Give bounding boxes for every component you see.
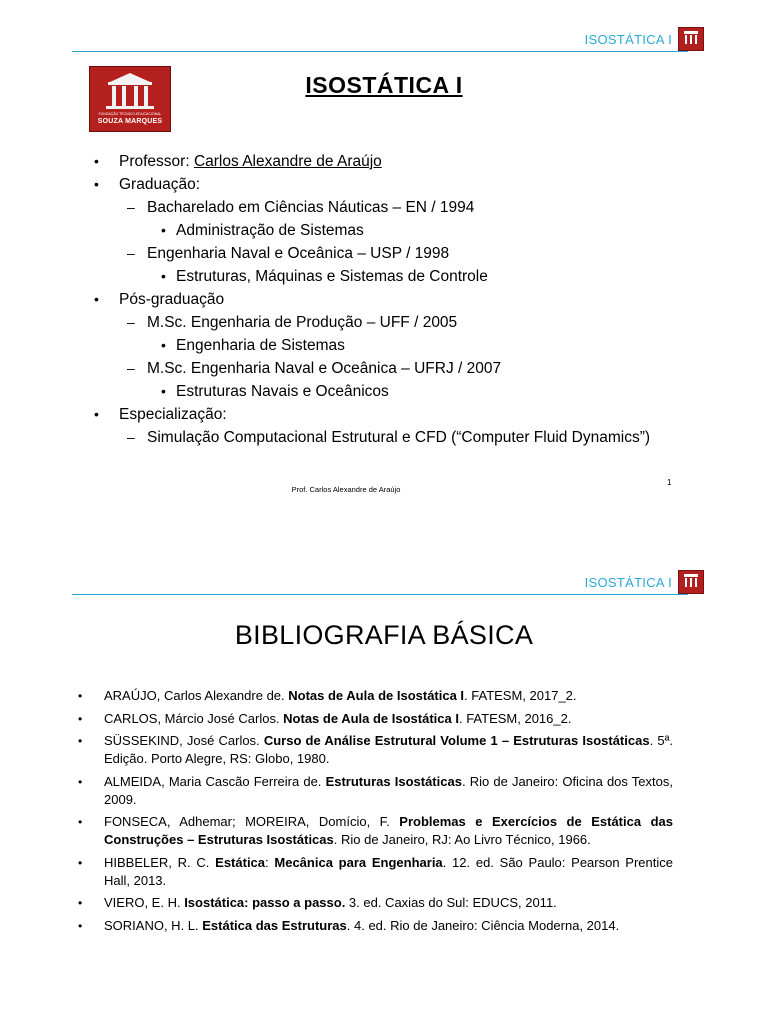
reference-author: FONSECA, Adhemar; MOREIRA, Domício, F.: [104, 814, 400, 829]
bullet-icon: •: [161, 268, 166, 284]
reference-item: [78, 773, 673, 809]
dash-bullet-icon: –: [127, 314, 135, 330]
reference-item: [78, 687, 673, 705]
institution-logo-icon: [678, 27, 704, 51]
reference-item: [78, 813, 673, 849]
bullet-icon: •: [78, 918, 83, 933]
reference-details: . 4. ed. Rio de Janeiro: Ciência Moderna, 2014.: [346, 917, 620, 933]
bullet-icon: •: [78, 711, 83, 726]
bullet-icon: •: [161, 222, 166, 238]
outline-text: Administração de Sistemas: [176, 222, 364, 239]
reference-details: 3. ed. Caxias do Sul: EDUCS, 2011.: [345, 895, 557, 910]
bullet-icon: •: [78, 774, 83, 789]
outline-item: [94, 380, 650, 403]
reference-item: [78, 710, 673, 728]
outline-item: [94, 173, 650, 196]
reference-item: [78, 854, 673, 890]
reference-item: [78, 732, 673, 768]
outline-item: [94, 196, 650, 219]
header-rule: [72, 594, 688, 595]
reference-title: Curso de Análise Estrutural Volume 1 – Estruturas Isostáticas: [263, 733, 650, 748]
outline-text: Engenharia Naval e Oceânica – USP / 1998: [147, 245, 450, 262]
reference-item: [78, 917, 673, 935]
reference-details: . FATESM, 2016_2.: [458, 710, 572, 726]
bullet-icon: •: [78, 855, 83, 870]
logo-caption: FUNDAÇÃO TÉCNICO-EDUCACIONAL: [98, 112, 162, 116]
outline-text: M.Sc. Engenharia Naval e Oceânica – UFRJ / 2007: [147, 360, 502, 377]
reference-details: . Rio de Janeiro: Oficina dos Textos, 2009.: [104, 773, 673, 807]
bullet-icon: •: [161, 337, 166, 353]
professor-outline: [94, 150, 650, 449]
outline-item: [94, 403, 650, 426]
outline-item: [94, 242, 650, 265]
outline-text: Graduação:: [119, 176, 200, 193]
reference-author: SÜSSEKIND, José Carlos.: [104, 733, 264, 748]
outline-item: [94, 288, 650, 311]
reference-author: HIBBELER, R. C.: [104, 854, 216, 870]
header-label: ISOSTÁTICA I: [584, 575, 672, 590]
dash-bullet-icon: –: [127, 360, 135, 376]
slide-footer: Prof. Carlos Alexandre de Araújo: [291, 485, 401, 494]
reference-author: VIERO, E. H.: [104, 895, 185, 910]
dash-bullet-icon: –: [127, 245, 135, 261]
outline-text: Professor:: [119, 153, 194, 170]
reference-title: Notas de Aula de Isostática I: [283, 710, 459, 726]
bullet-icon: •: [94, 176, 99, 192]
reference-title: Estruturas Isostáticas: [325, 773, 462, 789]
outline-text: Engenharia de Sistemas: [176, 337, 345, 354]
bullet-icon: •: [78, 734, 83, 748]
institution-logo-icon: [678, 570, 704, 594]
reference-details: . 5ª. Edição. Porto Alegre, RS: Globo, 1980.: [104, 733, 673, 766]
reference-author: SORIANO, H. L.: [104, 917, 203, 933]
header-label: ISOSTÁTICA I: [584, 32, 672, 47]
slide-2: [0, 548, 768, 1024]
dash-bullet-icon: –: [127, 429, 135, 445]
outline-item: [94, 219, 650, 242]
outline-text: Estruturas Navais e Oceânicos: [176, 383, 389, 400]
bullet-icon: •: [78, 689, 83, 703]
reference-author: ALMEIDA, Maria Cascão Ferreira de.: [104, 773, 326, 789]
page-number: 1: [667, 478, 672, 487]
outline-item: [94, 357, 650, 380]
outline-text: Bacharelado em Ciências Náuticas – EN / 1994: [147, 199, 475, 216]
reference-title: Isostática: passo a passo.: [184, 895, 346, 910]
outline-item: [94, 265, 650, 288]
dash-bullet-icon: –: [127, 199, 135, 215]
outline-item: [94, 426, 650, 449]
outline-item: [94, 311, 650, 334]
slide-title: BIBLIOGRAFIA BÁSICA: [234, 620, 534, 650]
reference-item: [78, 894, 673, 912]
bullet-icon: •: [94, 153, 99, 169]
outline-text: Especialização:: [119, 406, 227, 423]
reference-subtitle: Mecânica para Engenharia: [274, 854, 443, 870]
outline-text: Simulação Computacional Estrutural e CFD (“Computer Fluid Dynamics”): [147, 429, 651, 446]
bibliography-list: [78, 687, 673, 939]
outline-item: [94, 150, 650, 173]
bullet-icon: •: [94, 291, 99, 307]
outline-text: Pós-graduação: [119, 291, 225, 308]
slide-title: ISOSTÁTICA I: [305, 72, 463, 98]
reference-title: Estática: [215, 854, 266, 870]
outline-text: Estruturas, Máquinas e Sistemas de Controle: [176, 268, 488, 285]
reference-title: Notas de Aula de Isostática I: [288, 688, 465, 703]
reference-details: . FATESM, 2017_2.: [464, 688, 577, 703]
header-rule: [72, 51, 688, 52]
logo-name: SOUZA MARQUES: [97, 118, 163, 125]
bullet-icon: •: [94, 406, 99, 422]
outline-item: [94, 334, 650, 357]
reference-title: Estática das Estruturas: [202, 917, 347, 933]
reference-details: . Rio de Janeiro, RJ: Ao Livro Técnico, 1966.: [333, 832, 591, 847]
reference-title: Problemas e Exercícios de Estática das Construções – Estruturas Isostáticas: [104, 814, 673, 847]
bullet-icon: •: [78, 896, 83, 910]
reference-author: ARAÚJO, Carlos Alexandre de.: [104, 688, 289, 703]
reference-separator: :: [265, 854, 275, 870]
reference-author: CARLOS, Márcio José Carlos.: [104, 710, 284, 726]
professor-name: Carlos Alexandre de Araújo: [193, 153, 382, 170]
bullet-icon: •: [78, 815, 83, 829]
reference-details: . 12. ed. São Paulo: Pearson Prentice Hall, 2013.: [104, 854, 673, 888]
outline-text: M.Sc. Engenharia de Produção – UFF / 2005: [147, 314, 458, 331]
bullet-icon: •: [161, 383, 166, 399]
